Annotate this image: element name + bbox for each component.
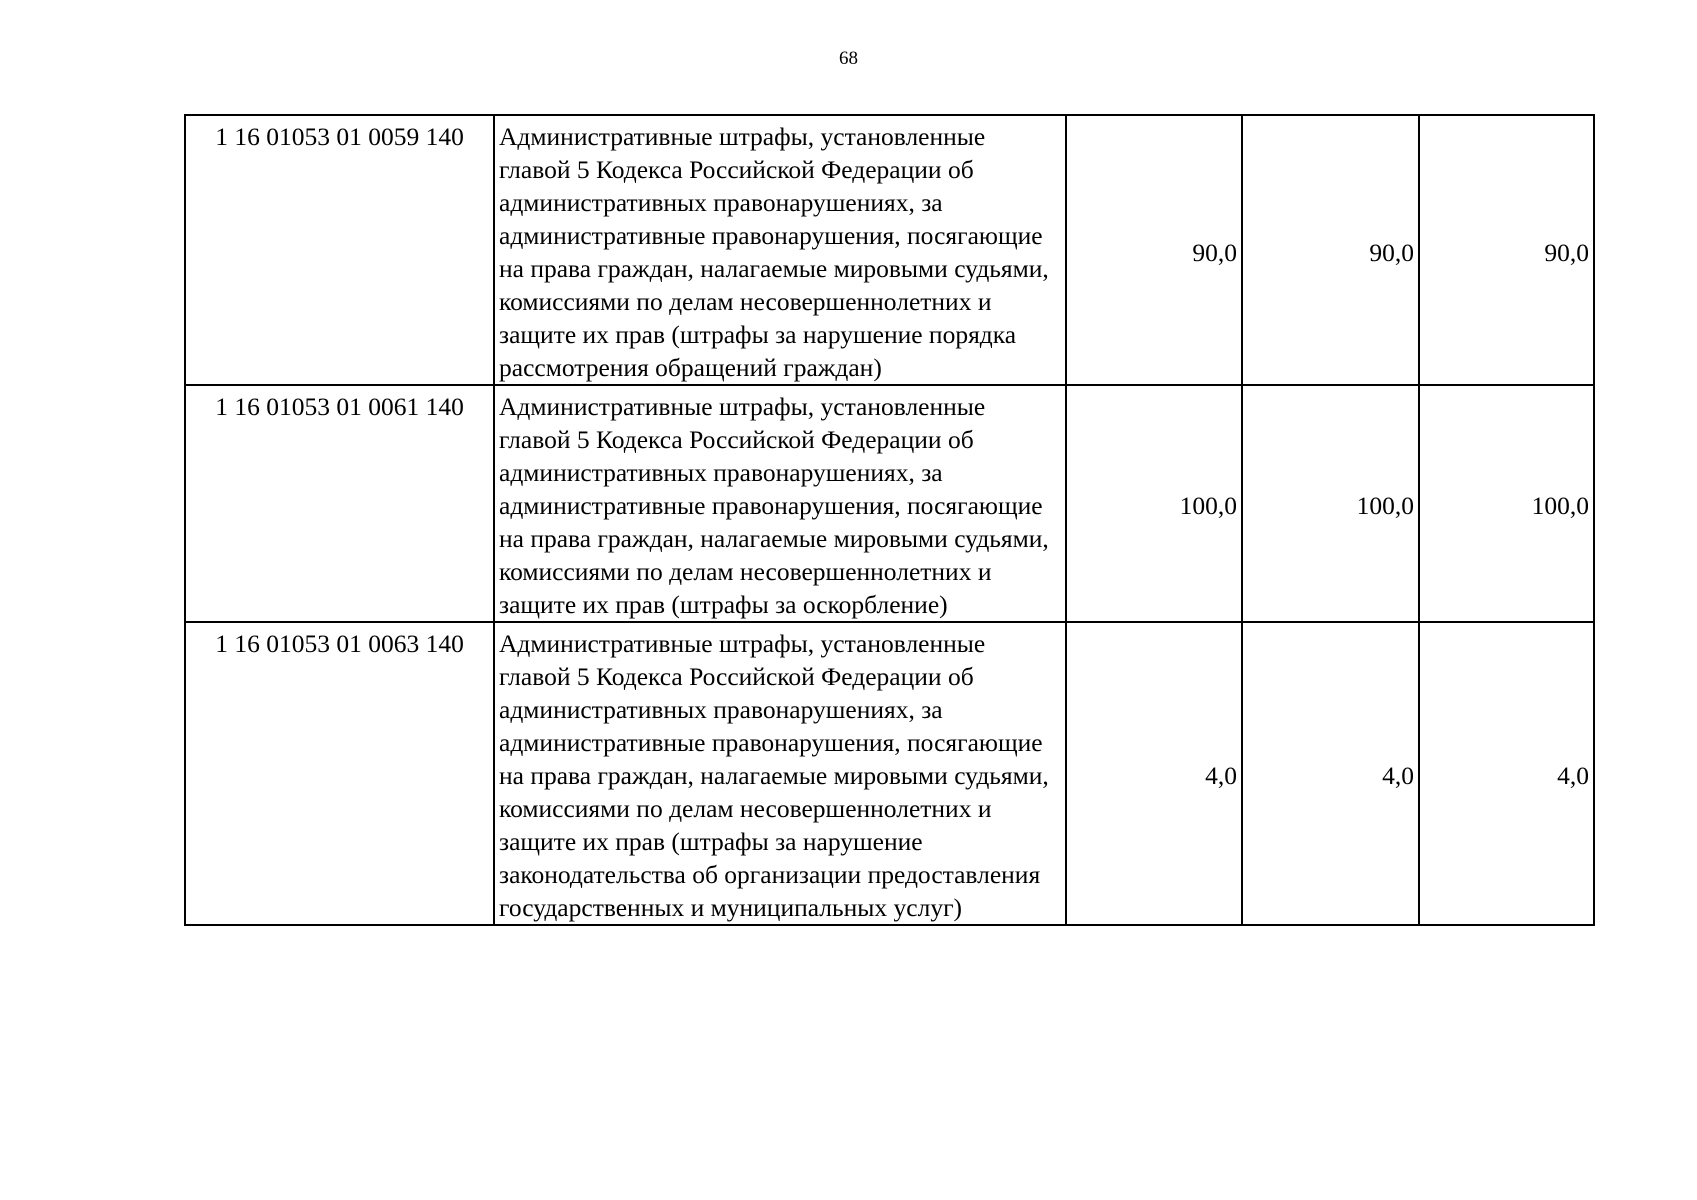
description-cell: Административные штрафы, установленные главой 5 Кодекса Российской Федерации об административных правонарушениях, за административные правонарушения, посягающие на права граждан, налагаемые мировыми судьями, комиссиями по делам несовершеннолетних и защите их прав (штрафы за оскорбление) [494,385,1066,622]
amount-cell-2: 90,0 [1242,115,1419,385]
page-number: 68 [839,48,858,69]
table-row [185,385,1594,622]
description-cell: Административные штрафы, установленные главой 5 Кодекса Российской Федерации об административных правонарушениях, за административные правонарушения, посягающие на права граждан, налагаемые мировыми судьями, комиссиями по делам несовершеннолетних и защите их прав (штрафы за нарушение законодательства об организации предоставления государственных и муниципальных услуг) [494,622,1066,925]
budget-table [184,114,1595,926]
amount-cell-1: 4,0 [1066,622,1242,925]
amount-cell-1: 100,0 [1066,385,1242,622]
description-cell: Административные штрафы, установленные главой 5 Кодекса Российской Федерации об административных правонарушениях, за административные правонарушения, посягающие на права граждан, налагаемые мировыми судьями, комиссиями по делам несовершеннолетних и защите их прав (штрафы за нарушение порядка рассмотрения обращений граждан) [494,115,1066,385]
amount-cell-3: 90,0 [1419,115,1594,385]
table-row [185,622,1594,925]
budget-code-cell: 1 16 01053 01 0059 140 [185,115,494,385]
budget-code-cell: 1 16 01053 01 0063 140 [185,622,494,925]
budget-code-cell: 1 16 01053 01 0061 140 [185,385,494,622]
table-row [185,115,1594,385]
amount-cell-2: 4,0 [1242,622,1419,925]
amount-cell-1: 90,0 [1066,115,1242,385]
amount-cell-3: 4,0 [1419,622,1594,925]
amount-cell-3: 100,0 [1419,385,1594,622]
amount-cell-2: 100,0 [1242,385,1419,622]
